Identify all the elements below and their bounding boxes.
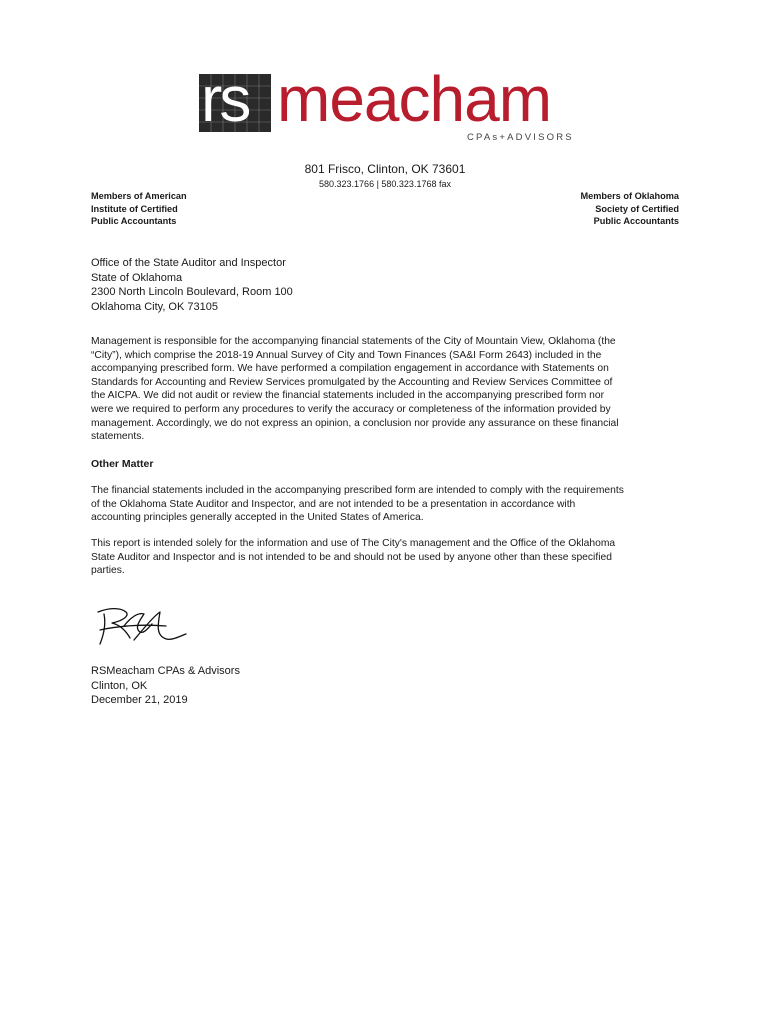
membership-oscpa	[580, 190, 679, 228]
firm-phone: 580.323.1766 | 580.323.1768 fax	[319, 179, 451, 189]
paragraph-line: were we required to perform any procedures to verify the accuracy or completeness of the information provided by	[91, 403, 611, 415]
addressee-line: Oklahoma City, OK 73105	[91, 300, 218, 313]
membership-line: Public Accountants	[593, 216, 679, 226]
restricted-use-paragraph	[91, 537, 681, 578]
other-matter-heading: Other Matter	[91, 458, 154, 470]
membership-aicpa	[91, 190, 187, 228]
closing-block	[91, 664, 240, 708]
paragraph-line: the AICPA. We did not audit or review the financial statements included in the accompanying prescribed form nor	[91, 390, 605, 402]
membership-line: Institute of Certified	[91, 203, 178, 214]
paragraph-line: Standards for Accounting and Review Services promulgated by the Accounting and Review Services Committee of	[91, 376, 613, 388]
firm-signature-name: RSMeacham CPAs & Advisors	[91, 665, 240, 677]
paragraph-line: The financial statements included in the accompanying prescribed form are intended to comply with the requirements	[91, 485, 624, 496]
paragraph-line: accompanying prescribed form. We have performed a compilation engagement in accordance with Statements on	[91, 363, 609, 375]
company-logo	[199, 63, 579, 148]
paragraph-line: Management is responsible for the accompanying financial statements of the City of Mountain View, Oklahoma (the	[91, 336, 616, 347]
signature-city: Clinton, OK	[91, 679, 148, 692]
other-matter-paragraph	[91, 484, 681, 525]
paragraph-line: “City”), which comprise the 2018-19 Annual Survey of City and Town Finances (SA&I Form 2643) included in the	[91, 349, 602, 361]
addressee-line: Office of the State Auditor and Inspector	[91, 257, 286, 269]
addressee-line: State of Oklahoma	[91, 271, 183, 284]
management-responsibility-paragraph	[91, 335, 681, 444]
paragraph-line: management. Accordingly, we do not express an opinion, a conclusion nor provide any assurance on these financial	[91, 417, 619, 429]
handwritten-signature	[94, 604, 190, 648]
firm-address: 801 Frisco, Clinton, OK 73601	[304, 162, 466, 176]
addressee-block	[91, 256, 293, 314]
paragraph-line: of the Oklahoma State Auditor and Inspector, and are not intended to be a presentation in accordance with	[91, 498, 576, 510]
logo-name-text: meacham	[277, 63, 551, 135]
logo-mark-text: rs	[201, 63, 249, 135]
paragraph-line: accounting principles generally accepted in the United States of America.	[91, 512, 424, 524]
membership-line: Members of American	[91, 191, 187, 201]
membership-line: Members of Oklahoma	[580, 191, 679, 201]
paragraph-line: This report is intended solely for the information and use of The City's management and the Office of the Oklahoma	[91, 538, 616, 549]
addressee-line: 2300 North Lincoln Boulevard, Room 100	[91, 286, 293, 298]
paragraph-line: statements.	[91, 431, 145, 443]
membership-line: Society of Certified	[595, 203, 679, 214]
report-date: December 21, 2019	[91, 694, 188, 706]
logo-tagline: CPAs+ADVISORS	[467, 132, 574, 143]
membership-line: Public Accountants	[91, 216, 177, 226]
paragraph-line: parties.	[91, 565, 125, 577]
paragraph-line: State Auditor and Inspector and is not intended to be and should not be used by anyone other than these specified	[91, 551, 612, 563]
